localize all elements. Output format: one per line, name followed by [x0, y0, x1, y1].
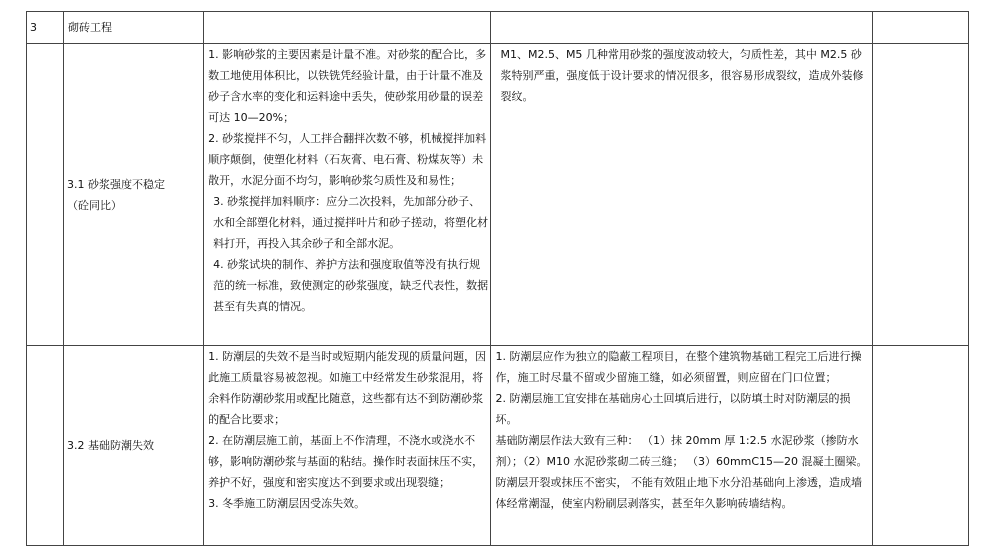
- extra-cell: [872, 44, 968, 346]
- section-header-row: [27, 12, 969, 44]
- cause-cell: [204, 44, 491, 346]
- effect-paragraph: M1、M2.5、M5 几种常用砂浆的强度波动较大，匀质性差，其中 M2.5 砂浆特别严重，强度低于设计要求的情况很多，很容易形成裂纹，造成外装修裂纹。: [500, 48, 864, 103]
- cause-paragraph: 2. 在防潮层施工前，基面上不作清理，不浇水或浇水不够，影响防潮砂浆与基面的粘结。操作时表面抹压不实，养护不好，强度和密实度达不到要求或出现裂缝；: [208, 434, 484, 489]
- effect-cell: [491, 44, 872, 346]
- extra-cell: [872, 346, 968, 546]
- section-header-empty-cell: [204, 12, 491, 44]
- effect-paragraph: 基础防潮层作法大致有三种： （1）抹 20mm 厚 1:2.5 水泥砂浆（掺防水剂）；（2）M10 水泥砂浆砌二砖三缝； （3）60mmC15—20 混凝土圈梁。 防潮层开裂或抹压不密实， 不能有效阻止地下水分沿基础向上渗透，造成墙体经常潮湿，使室内粉刷层剥落实，甚至年久影响砖墙结构。: [495, 434, 868, 510]
- table-row: [27, 346, 969, 546]
- effect-paragraph: 2. 防潮层施工宜安排在基础房心土回填后进行，以防填土时对防潮层的损坏。: [495, 392, 851, 426]
- section-number-cell: [27, 12, 64, 44]
- cause-paragraph: 1. 防潮层的失效不是当时或短期内能发现的质量问题，因此施工质量容易被忽视。如施工中经常发生砂浆混用，将余料作防潮砂浆用或配比随意，这些都有达不到防潮砂浆的配合比要求；: [208, 350, 487, 426]
- row-title: 3.2 基础防潮失效: [67, 439, 155, 452]
- section-header-empty-cell: [491, 12, 872, 44]
- cause-paragraph: 2. 砂浆搅拌不匀，人工拌合翻拌次数不够，机械搅拌加料顺序颠倒，使塑化材料（石灰膏、电石膏、粉煤灰等）未散开，水泥分面不均匀，影响砂浆匀质性及和易性；: [208, 132, 487, 187]
- cause-paragraph: 1. 影响砂浆的主要因素是计量不准。对砂浆的配合比，多数工地使用体积比，以铁铣凭经验计量，由于计量不准及砂子含水率的变化和运料途中丢失，使砂浆用砂量的误差可达 10—20%；: [208, 48, 487, 124]
- row-title-cell: [64, 44, 204, 346]
- cause-paragraph: 3. 砂浆搅拌加料顺序：应分二次投料，先加部分砂子、水和全部塑化材料，通过搅拌叶片和砂子搓动，将塑化材料打开，再投入其余砂子和全部水泥。: [213, 195, 489, 250]
- row-title-note: （砼同比）: [67, 198, 123, 212]
- row-title: 3.1 砂浆强度不稳定: [67, 177, 166, 191]
- section-title: 砌砖工程: [68, 21, 113, 34]
- effect-cell: [491, 346, 872, 546]
- cause-cell: [204, 346, 491, 546]
- table-row: [27, 44, 969, 346]
- effect-paragraph: 1. 防潮层应作为独立的隐蔽工程项目，在整个建筑物基础工程完工后进行操作，施工时尽量不留或少留施工缝，如必须留置，则应留在门口位置；: [495, 350, 862, 384]
- quality-defect-table: [26, 11, 969, 546]
- section-header-empty-cell: [872, 12, 968, 44]
- row-title-cell: [64, 346, 204, 546]
- row-number-cell: [27, 346, 64, 546]
- cause-paragraph: 3. 冬季施工防潮层因受冻失效。: [208, 497, 366, 510]
- section-title-cell: [64, 12, 204, 44]
- section-number: 3: [30, 21, 37, 34]
- cause-paragraph: 4. 砂浆试块的制作、养护方法和强度取值等没有执行规范的统一标准，致使测定的砂浆强度，缺乏代表性，数据甚至有失真的情况。: [213, 258, 489, 313]
- row-number-cell: [27, 44, 64, 346]
